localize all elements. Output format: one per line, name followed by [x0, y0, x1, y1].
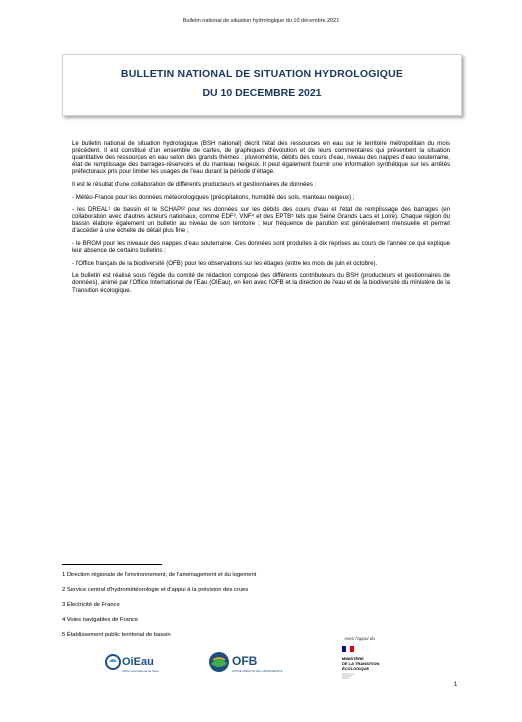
- running-header: Bulletin national de situation hydrologique du 10 décembre 2021: [182, 18, 340, 24]
- paragraph: - l'Office français de la biodiversité (OFB) pour les observations sur les étiages (entre les mois de juin et octobre).: [72, 259, 378, 267]
- oieau-logo-name: OiEau: [122, 656, 154, 668]
- ministere-line-3: ÉCOLOGIQUE: [342, 666, 370, 671]
- oieau-logo-tagline: Office International de l'Eau: [122, 669, 159, 673]
- body-text: [72, 140, 450, 299]
- title-box: [62, 54, 462, 116]
- ofb-logo-tagline: OFFICE FRANÇAIS DE LA BIODIVERSITÉ: [232, 670, 283, 673]
- footnote: 5 Établissement public territorial de bassin: [62, 632, 171, 638]
- paragraph: - le BRGM pour les niveaux des nappes d'eau souterraine. Ces données sont produites à dix reprises au cours de l'année ce qui explique leur absence de certains bulletins ;: [72, 240, 450, 255]
- page-number: 1: [454, 682, 458, 688]
- oieau-logo: [104, 650, 176, 680]
- ministere-line-2: DE LA TRANSITION: [342, 661, 380, 666]
- footnote: 3 Électricité de France: [62, 602, 120, 608]
- paragraph: Le bulletin national de situation hydrologique (BSH national) décrit l'état des ressources en eau sur le territoire métropolitain du mois précédent. Il est constitué d'un ensemble de cartes, de graphiques d'évolution et de leurs commentaires qui présentent la situation quantitative des ressources en eau selon des grands thèmes : pluviométrie, débits des cours d'eau, niveau des nappes d'eau souterraine, état de remplissage des barrages-réservoirs et du manteau neigeux. Il peut également fournir une information synthétique sur les arrêtés préfectoraux pris pour limiter les usages de l'eau durant la période d'étiage.: [72, 140, 450, 176]
- footnote: 4 Voies navigables de France: [62, 617, 139, 623]
- document-title: BULLETIN NATIONAL DE SITUATION HYDROLOGIQUE: [120, 68, 404, 80]
- ofb-logo: [207, 648, 287, 680]
- ofb-logo-name: OFB: [232, 654, 258, 668]
- paragraph: Le bulletin est réalisé sous l'égide du comité de rédaction composé des différents contributeurs du BSH (producteurs et gestionnaires de données), animé par l'Office International de l'Eau (OIEau), en lien avec l'OFB et la direction de l'eau et de la biodiversité du ministère de la Transition écologique.: [72, 272, 450, 294]
- paragraph: Il est le résultat d'une collaboration de différents producteurs et gestionnaires de données :: [72, 180, 317, 188]
- footnote: 1 Direction régionale de l'environnement, de l'aménagement et du logement: [62, 572, 257, 578]
- footnote: 2 Service central d'hydrométéorologie et d'appui à la prévision des crues: [62, 587, 249, 593]
- footnote-divider: [62, 564, 162, 565]
- ministere-line-1: MINISTÈRE: [342, 656, 364, 661]
- ministere-logo: [340, 644, 384, 684]
- paragraph: - les DREAL¹ de bassin et le SCHAPI² pour les données sur les débits des cours d'eau et l'état de remplissage des barrages (en collaboration avec d'autres acteurs nationaux, comme EDF³, VNF⁴ et des EPTB⁵ tels que Seine Grands Lacs et Loire). Chaque région du bassin élabore également un bulletin au niveau de son territoire ; leur fréquence de parution est généralement mensuelle et permet d'accéder à une échelle de détail plus fine ;: [72, 206, 450, 235]
- document-date: DU 10 DECEMBRE 2021: [202, 87, 322, 99]
- paragraph: - Météo-France pour les données météorologiques (précipitations, humidité des sols, manteau neigeux) ;: [72, 193, 355, 201]
- support-label: Avec l'appui du: [344, 636, 375, 641]
